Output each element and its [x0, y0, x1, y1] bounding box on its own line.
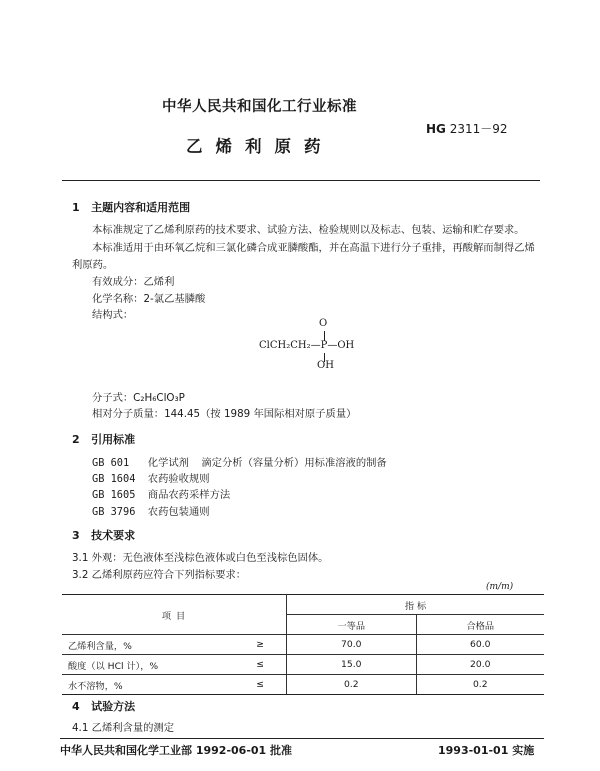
section-4-title: 试验方法: [91, 700, 136, 713]
effective-date: 1993-01-01 实施: [438, 744, 535, 757]
row-qualified-value: 0.2: [416, 675, 544, 695]
reference-item: GB 1604 农药验收规则: [92, 473, 210, 485]
header-rule: [62, 180, 540, 181]
reference-item: GB 601 化学试剂 滴定分析（容量分析）用标准溶液的制备: [92, 457, 387, 469]
row-qualified-value: 20.0: [416, 655, 544, 675]
structure-label: 结构式：: [92, 309, 134, 321]
structure-top-atom: O: [319, 318, 328, 329]
structure-main-chain: ClCH₂CH₂—P—OH: [259, 340, 355, 351]
row-first-grade-value: 0.2: [287, 675, 417, 695]
reference-item: GB 3796 农药包装通则: [92, 506, 210, 518]
table-row: [62, 675, 544, 695]
standard-code-prefix: HG: [426, 122, 446, 136]
section-2-title: 引用标准: [91, 433, 136, 446]
section-1-para-1: 本标准规定了乙烯利原药的技术要求、试验方法、检验规则以及标志、包装、运输和贮存要求。: [92, 224, 525, 236]
section-4-number: 4: [72, 700, 80, 713]
standard-title: 中华人民共和国化工行业标准: [162, 99, 357, 115]
active-ingredient: 有效成分：乙烯利: [92, 276, 175, 288]
section-4-heading: [72, 698, 135, 714]
column-header-first-grade: 一等品: [287, 615, 417, 635]
column-header-index: 指 标: [287, 595, 545, 615]
section-1-para-2-line-1: 本标准适用于由环氧乙烷和三氯化磷合成亚膦酸酯，并在高温下进行分子重排，再酸解而制得乙烯: [92, 242, 535, 254]
table-unit: (m/m): [486, 582, 514, 592]
row-label: 水不溶物，%: [62, 675, 206, 695]
footer-rule: [60, 738, 544, 739]
approval-note: 中华人民共和国化学工业部 1992-06-01 批准: [60, 744, 293, 757]
table-header-row: [62, 595, 544, 615]
row-first-grade-value: 70.0: [287, 635, 417, 655]
section-1-title: 主题内容和适用范围: [91, 201, 191, 214]
standard-code: [426, 120, 508, 137]
section-2-heading: [72, 431, 135, 447]
row-operator: ≥: [206, 635, 287, 655]
section-2-number: 2: [72, 433, 80, 446]
column-header-qualified: 合格品: [416, 615, 544, 635]
table-row: [62, 635, 544, 655]
section-3-heading: [72, 527, 135, 543]
molecular-formula: 分子式：C₂H₆ClO₃P: [92, 392, 185, 404]
chemical-name: 化学名称：2-氯乙基膦酸: [92, 293, 206, 305]
document-title: 乙烯利原药: [186, 137, 334, 156]
molecular-weight: 相对分子质量：144.45（按 1989 年国际相对原子质量）: [92, 408, 357, 420]
column-header-item: 项 目: [62, 595, 287, 635]
item-3-1: 3.1 外观：无色液体至浅棕色液体或白色至浅棕色固体。: [72, 552, 329, 564]
reference-item: GB 1605 商品农药采样方法: [92, 489, 231, 501]
row-first-grade-value: 15.0: [287, 655, 417, 675]
structure-bottom-group: OH: [317, 360, 334, 371]
row-label: 乙烯利含量，%: [62, 635, 206, 655]
row-operator: ≤: [206, 655, 287, 675]
section-1-heading: [72, 199, 190, 215]
row-qualified-value: 60.0: [416, 635, 544, 655]
row-label: 酸度（以 HCl 计），%: [62, 655, 206, 675]
item-4-1: 4.1 乙烯利含量的测定: [72, 722, 175, 734]
item-3-2: 3.2 乙烯利原药应符合下列指标要求：: [72, 569, 247, 581]
section-3-number: 3: [72, 529, 80, 542]
specification-table: [62, 594, 544, 695]
section-1-number: 1: [72, 201, 80, 214]
row-operator: ≤: [206, 675, 287, 695]
section-1-para-2-line-2: 利原药。: [72, 259, 114, 271]
table-row: [62, 655, 544, 675]
standard-code-number: 2311－92: [449, 122, 508, 136]
section-3-title: 技术要求: [91, 529, 136, 542]
